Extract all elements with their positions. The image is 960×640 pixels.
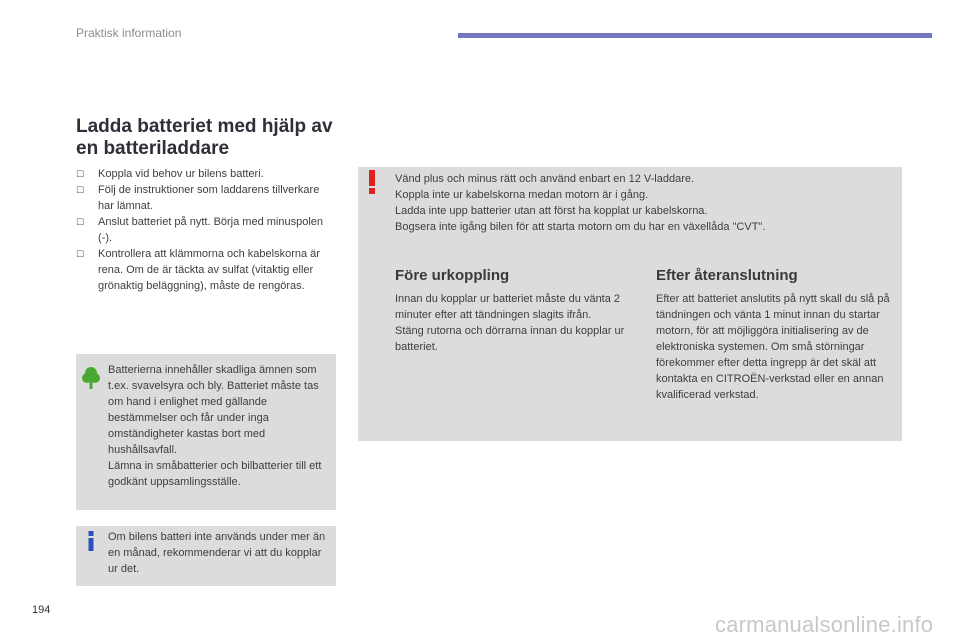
- list-item-text: Koppla vid behov ur bilens batteri.: [98, 168, 264, 180]
- checkbox-bullet-icon: ☐: [76, 249, 85, 259]
- checkbox-bullet-icon: ☐: [76, 169, 85, 179]
- list-item-text: Kontrollera att klämmorna och kabelskorna är rena. Om de är täckta av sulfat (vitaktig eller grönaktig beläggning), måste de rengöras.: [98, 248, 320, 292]
- tree-icon: [82, 366, 100, 390]
- list-item: [76, 166, 338, 182]
- environment-note-text: Batterierna innehåller skadliga ämnen som t.ex. svavelsyra och bly. Batteriet måste tas om hand i enlighet med gällande bestämmelser och får under inga omständigheter kastas bort med hushållsavfall. Lämna in småbatterier och bilbatterier till ett godkänt uppsamlingsställe.: [108, 364, 322, 488]
- watermark: carmanualsonline.info: [715, 612, 934, 637]
- list-item-text: Anslut batteriet på nytt. Börja med minuspolen (-).: [98, 216, 324, 244]
- warning-box: [358, 167, 902, 441]
- page-title: Ladda batteriet med hjälp av en batteriladdare: [76, 116, 333, 159]
- list-item: [76, 246, 338, 294]
- info-icon: [86, 531, 96, 551]
- section-header: Praktisk information: [76, 26, 182, 40]
- page-number: 194: [32, 604, 51, 616]
- info-note-text: Om bilens batteri inte används under mer än en månad, rekommenderar vi att du kopplar ur det.: [108, 531, 326, 575]
- warning-text: Vänd plus och minus rätt och använd enbart en 12 V-laddare. Koppla inte ur kabelskorna medan motorn är i gång. Ladda inte upp batterier utan att först ha kopplat ur kabelskorna. Bogsera inte igång bilen för att starta motorn om du har en växellåda "CVT".: [395, 173, 766, 233]
- section-text-after-reconnect: Efter att batteriet anslutits på nytt skall du slå på tändningen och vänta 1 minut innan du startar motorn, för att möjliggöra initialisering av de elektroniska systemen. Om små störningar förekommer efter detta ingrepp är det skäl att kontakta en CITROËN-verkstad eller en annan kvalificerad verkstad.: [656, 293, 890, 401]
- exclamation-icon: [368, 170, 376, 194]
- info-note: [76, 526, 336, 586]
- list-item-text: Följ de instruktioner som laddarens tillverkare har lämnat.: [98, 184, 320, 212]
- checkbox-bullet-icon: ☐: [76, 217, 85, 227]
- checkbox-bullet-icon: ☐: [76, 185, 85, 195]
- section-title-after-reconnect: Efter återanslutning: [656, 267, 798, 284]
- environment-note: [76, 354, 336, 510]
- section-title-before-disconnect: Före urkoppling: [395, 267, 510, 284]
- list-item: [76, 182, 338, 214]
- section-text-before-disconnect: Innan du kopplar ur batteriet måste du vänta 2 minuter efter att tändningen slagits ifrån. Stäng rutorna och dörrarna innan du kopplar ur batteriet.: [395, 293, 625, 353]
- header-accent-bar: [458, 33, 932, 38]
- list-item: [76, 214, 338, 246]
- instruction-list: [76, 166, 338, 294]
